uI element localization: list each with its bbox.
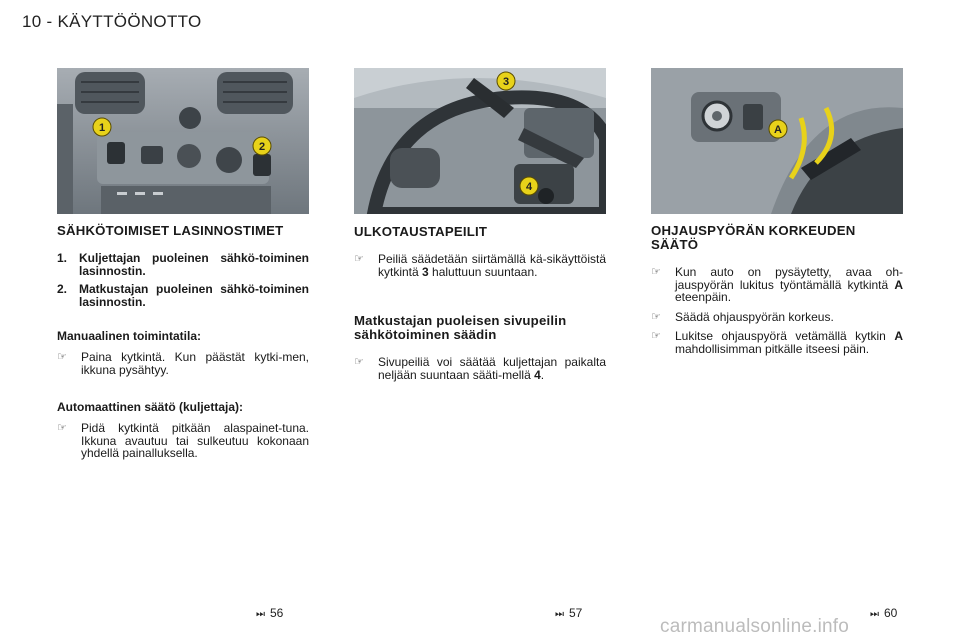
list-item: ☞ Sivupeiliä voi säätää kuljettajan paikalta neljään suuntaan sääti-mellä 4. — [354, 355, 606, 382]
section-heading-mirrors: ULKOTAUSTAPEILIT — [354, 224, 488, 239]
page-ref-60[interactable]: ⏭ 60 — [870, 606, 898, 620]
list-item: ☞ Pidä kytkintä pitkään alaspainet-tuna. Ikkuna avautuu tai sulkeutuu kokonaan yhdellä painalluksella. — [57, 421, 309, 460]
mirror-controls-photo — [354, 68, 606, 214]
list-item: ☞ Säädä ohjauspyörän korkeus. — [651, 309, 834, 324]
section-heading-steering: OHJAUSPYÖRÄN KORKEUDEN SÄÄTÖ — [651, 223, 856, 252]
hand-pointer-icon: ☞ — [651, 330, 661, 342]
list-item: ☞ Peiliä säädetään siirtämällä kä-sikäyttöistä kytkintä 3 haluttuun suuntaan. — [354, 252, 606, 279]
column-steering — [651, 68, 903, 362]
bullet-list — [57, 351, 309, 376]
hand-pointer-icon: ☞ — [651, 310, 661, 323]
list-item: ☞ Kun auto on pysäytetty, avaa oh-jauspyörän lukitus työntämällä kytkintä A eteenpäin. — [651, 265, 903, 304]
page-ref-57[interactable]: ⏭ 57 — [555, 606, 583, 620]
subheading-passenger-mirror: Matkustajan puoleisen sivupeilin sähkötoiminen säädin — [354, 313, 567, 342]
callout-2: 2 — [258, 141, 266, 153]
steering-adjust-photo — [651, 68, 903, 214]
callout-1: 1 — [98, 122, 106, 134]
hand-pointer-icon: ☞ — [651, 266, 661, 278]
callout-A: A — [774, 124, 782, 136]
column-window-switches — [57, 68, 309, 467]
list-item: 2. Matkustajan puoleinen sähkö-toiminen lasinnostin. — [57, 282, 309, 309]
skip-forward-icon: ⏭ — [256, 609, 265, 620]
skip-forward-icon: ⏭ — [870, 609, 879, 620]
subheading-manual: Manuaalinen toimintatila: — [57, 329, 202, 343]
subheading-auto: Automaattinen säätö (kuljettaja): — [57, 400, 244, 414]
callout-4: 4 — [525, 181, 533, 193]
section-heading-window: SÄHKÖTOIMISET LASINNOSTIMET — [57, 223, 284, 238]
page-ref-56[interactable]: ⏭ 56 — [256, 606, 284, 620]
bullet-list — [354, 253, 606, 278]
page-title: 10 - KÄYTTÖÖNOTTO — [22, 12, 202, 31]
hand-pointer-icon: ☞ — [57, 422, 67, 434]
watermark: carmanualsonline.info — [660, 616, 850, 637]
hand-pointer-icon: ☞ — [354, 356, 364, 368]
list-item: ☞ Lukitse ohjauspyörä vetämällä kytkin A mahdollisimman pitkälle itseesi päin. — [651, 329, 903, 356]
list-item: ☞ Paina kytkintä. Kun päästät kytki-men, ikkuna pysähtyy. — [57, 350, 309, 377]
column-mirrors — [354, 68, 606, 388]
numbered-list — [57, 252, 309, 309]
hand-pointer-icon: ☞ — [57, 351, 67, 363]
bullet-list — [354, 356, 606, 381]
window-switches-photo — [57, 68, 309, 214]
bullet-list — [57, 422, 309, 460]
callout-3: 3 — [502, 76, 510, 88]
list-item: 1. Kuljettajan puoleinen sähkö-toiminen lasinnostin. — [57, 251, 309, 278]
hand-pointer-icon: ☞ — [354, 253, 364, 265]
skip-forward-icon: ⏭ — [555, 609, 564, 620]
bullet-list — [651, 266, 903, 355]
